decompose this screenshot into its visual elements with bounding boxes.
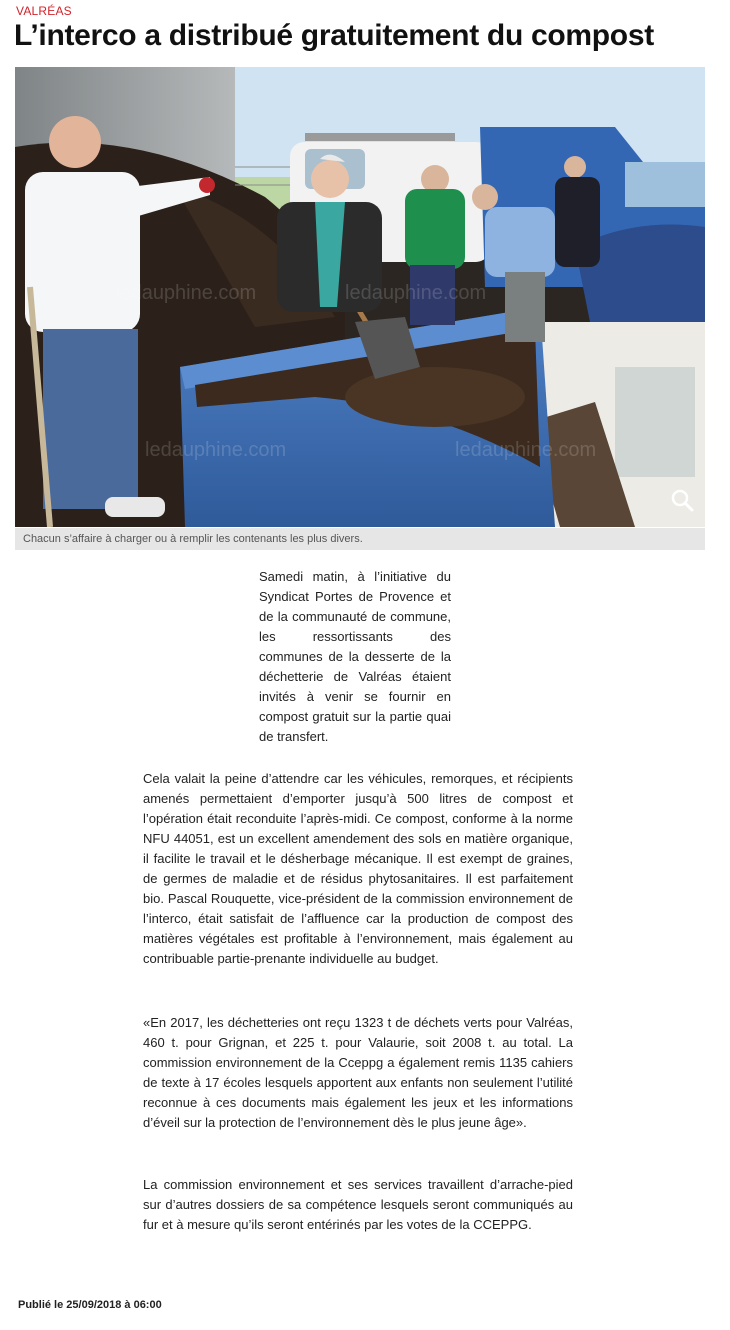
article-title: L’interco a distribué gratuitement du compost [14, 19, 654, 52]
article-lead: Samedi matin, à l’initiative du Syndicat Portes de Provence et de la communauté de commune, les ressortissants des communes de la desserte de la déchetterie de Valréas étaient invités à venir se fournir en compost gratuit sur la partie quai de transfert. [259, 569, 451, 744]
photo-watermark: ledauphine.com [345, 282, 487, 304]
article-paragraph: Cela valait la peine d’attendre car les véhicules, remorques, et récipients amenés permettaient d’emporter jusqu’à 500 litres de compost et l’opération était reconduite l’après-midi. Ce compost, conforme à la norme NFU 44051, est un excellent amendement des sols en matière organique, il facilite le travail et le désherbage mécanique. Il est exempt de graines, de germes de maladie et de résidus phytosanitaires. Il est parfaitement bio. Pascal Rouquette, vice-président de la commission environnement de l’interco, était satisfait de l’affluence car la production de compost des matières végétales est profitable à l’environnement, mais également au contribuable partie-prenante individuelle au budget. [143, 771, 573, 966]
article-photo[interactable] [15, 67, 705, 527]
article-paragraph: La commission environnement et ses services travaillent d’arrache-pied sur d’autres dossiers de sa compétence lesquels seront communiqués au fur et à mesure qu’ils seront entérinés par les votes de la CCEPPG. [143, 1177, 573, 1232]
photo-caption: Chacun s’affaire à charger ou à remplir les contenants les plus divers. [15, 528, 705, 550]
photo-watermark: ledauphine.com [455, 439, 597, 461]
photo-watermark: ledauphine.com [145, 439, 287, 461]
article-paragraph: «En 2017, les déchetteries ont reçu 1323 t de déchets verts pour Valréas, 460 t. pour Grignan, et 225 t. pour Valaurie, soit 2008 t. au total. La commission environnement de la Cceppg a également remis 1135 cahiers de texte à 17 écoles lesquels apportent aux enfants non seulement l’utilité reconnue à ces documents mais également les jeux et les informations d’éveil sur la protection de l’environnement dès le plus jeune âge». [143, 1015, 573, 1130]
magnifier-icon[interactable] [669, 487, 695, 513]
section-tag[interactable]: VALRÉAS [16, 4, 72, 18]
photo-watermark: ledauphine.com [115, 282, 257, 304]
publication-date: Publié le 25/09/2018 à 06:00 [18, 1299, 162, 1311]
